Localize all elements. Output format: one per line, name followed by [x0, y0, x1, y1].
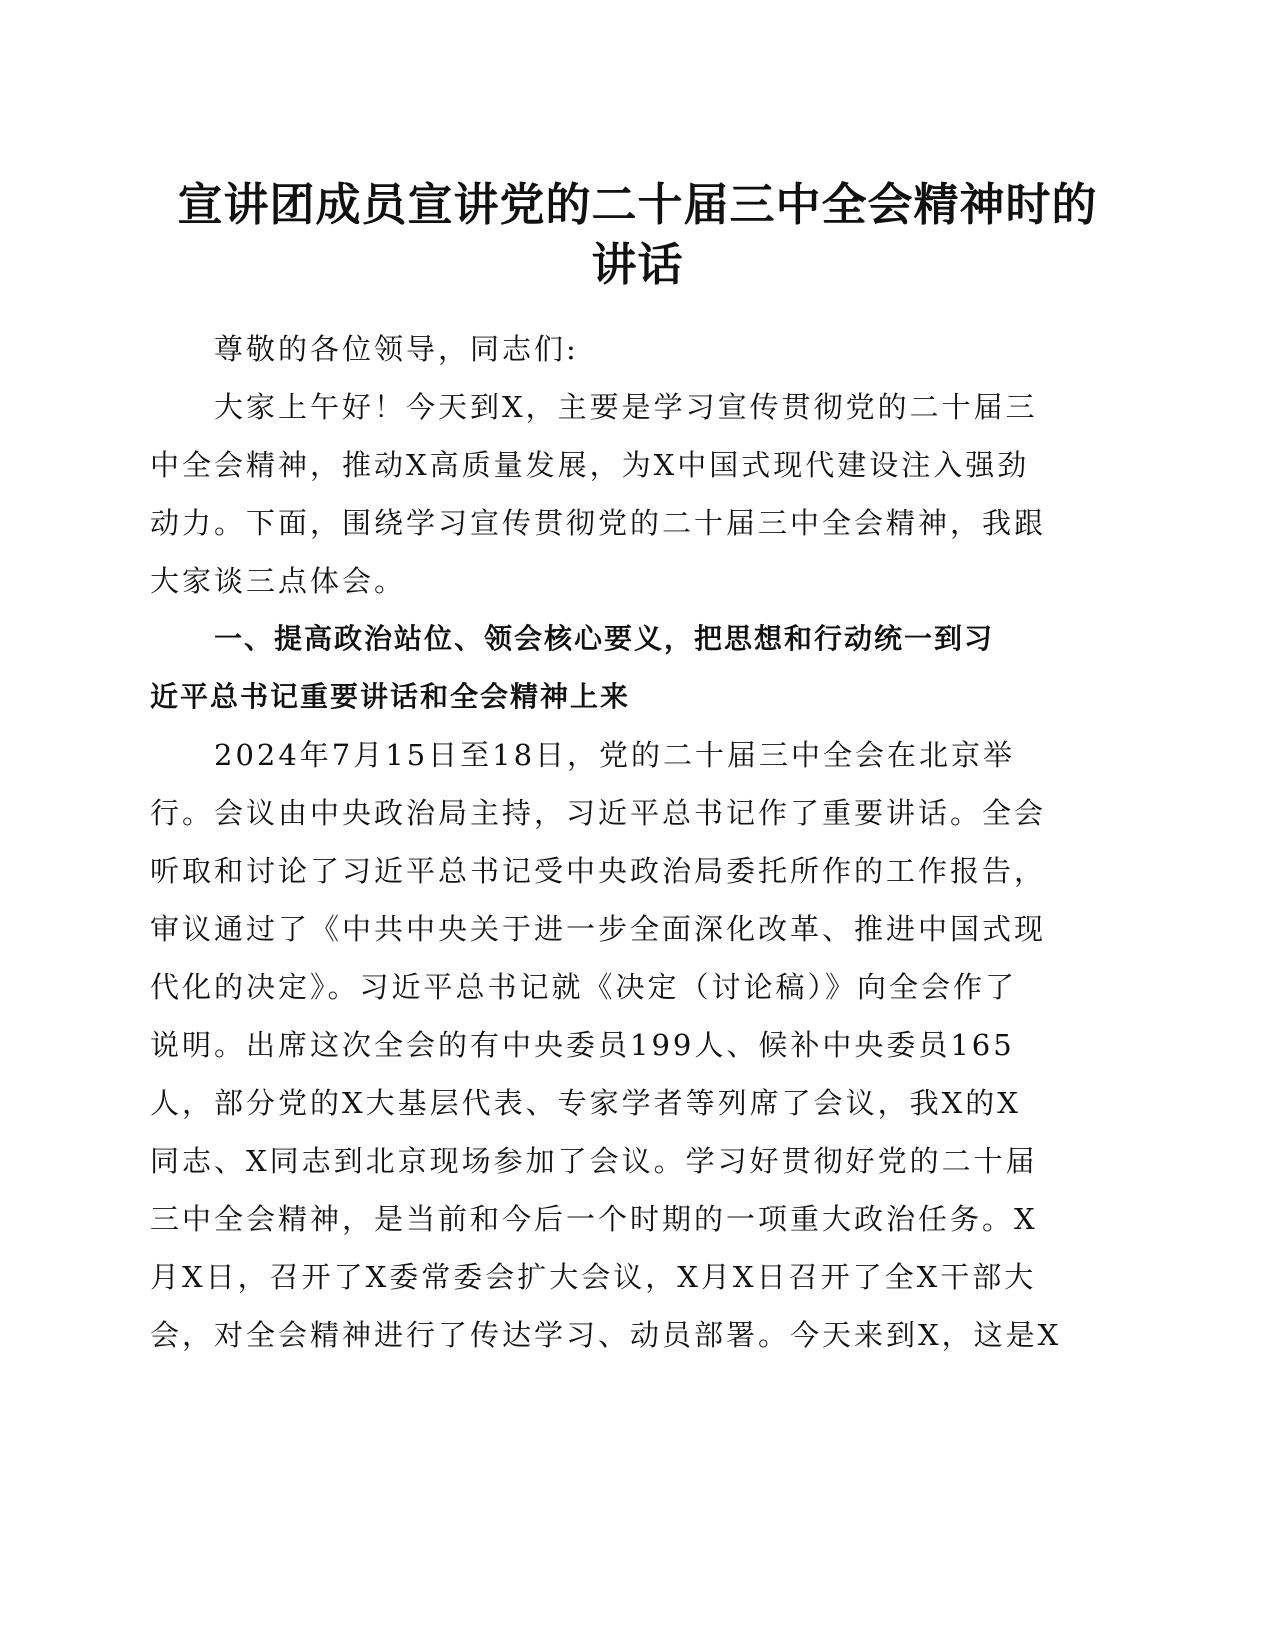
section-1-paragraph: [150, 726, 1110, 1364]
paragraph-line: 月X日，召开了X委常委会扩大会议，X月X日召开了全X干部大: [150, 1260, 1037, 1294]
salutation: 尊敬的各位领导，同志们:: [214, 332, 579, 366]
paragraph-line: 动力。下面，围绕学习宣传贯彻党的二十届三中全会精神，我跟: [150, 506, 1047, 540]
heading-line: 近平总书记重要讲话和全会精神上来: [150, 680, 631, 713]
intro-paragraph: [150, 378, 1110, 610]
paragraph-line: 大家谈三点体会。: [150, 564, 407, 598]
title-line: 讲话: [591, 238, 684, 291]
paragraph-line: 行。会议由中央政治局主持，习近平总书记作了重要讲话。全会: [150, 796, 1047, 830]
paragraph-line: 会，对全会精神进行了传达学习、动员部署。今天来到X，这是X: [150, 1318, 1062, 1352]
paragraph-line: 听取和讨论了习近平总书记受中央政治局委托所作的工作报告，: [150, 854, 1047, 888]
paragraph-line: 2024年7月15日至18日，党的二十届三中全会在北京举: [214, 738, 1016, 772]
title-line: 宣讲团成员宣讲党的二十届三中全会精神时的: [177, 178, 1098, 231]
document-title: [150, 175, 1125, 295]
paragraph-line: 大家上午好！今天到X，主要是学习宣传贯彻党的二十届三: [214, 390, 1038, 424]
paragraph-line: 同志、X同志到北京现场参加了会议。学习好贯彻好党的二十届: [150, 1144, 1038, 1178]
paragraph-line: 人，部分党的X大基层代表、专家学者等列席了会议，我X的X: [150, 1086, 1021, 1120]
section-heading-1: [150, 610, 1110, 726]
document-body: [150, 320, 1110, 1364]
paragraph-line: 审议通过了《中共中央关于进一步全面深化改革、推进中国式现: [150, 912, 1047, 946]
paragraph-line: 代化的决定》。习近平总书记就《决定（讨论稿）》向全会作了: [150, 970, 1018, 1004]
paragraph-line: 三中全会精神，是当前和今后一个时期的一项重大政治任务。X: [150, 1202, 1038, 1236]
heading-line: 一、提高政治站位、领会核心要义，把思想和行动统一到习: [214, 622, 995, 655]
paragraph-line: 说明。出席这次全会的有中央委员199人、候补中央委员165: [150, 1028, 1015, 1062]
paragraph-line: 中全会精神，推动X高质量发展，为X中国式现代建设注入强劲: [150, 448, 1030, 482]
